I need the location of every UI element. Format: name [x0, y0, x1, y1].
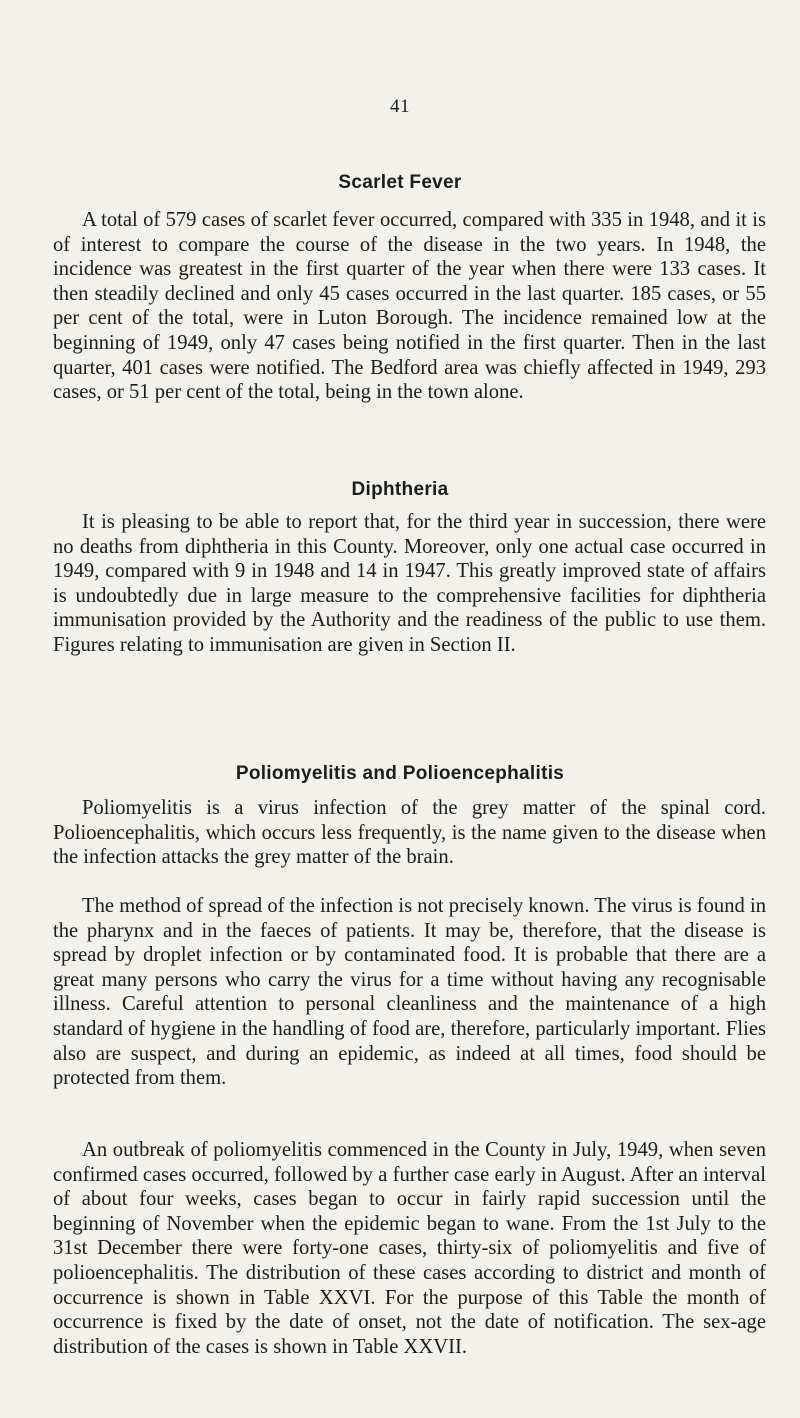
- heading-poliomyelitis: Poliomyelitis and Polioencephalitis: [235, 763, 565, 784]
- paragraph-poliomyelitis-definition: Poliomyelitis is a virus infection of the grey matter of the spinal cord. Polioencephalitis, which occurs less frequently, is the name given to the disease when the infection attacks the grey matter of the brain.: [53, 797, 766, 869]
- paragraph-poliomyelitis-outbreak: An outbreak of poliomyelitis commenced in the County in July, 1949, when seven confirmed cases occurred, followed by a further case early in August. After an interval of about four weeks, cases began to occur in fairly rapid succession until the beginning of November when the epidemic began to wane. From the 1st July to the 31st December there were forty-one cases, thirty-six of poliomyelitis and five of polioencephalitis. The distribution of these cases according to district and month of occurrence is shown in Table XXVI. For the purpose of this Table the month of occurrence is fixed by the date of onset, not the date of notification. The sex-age distribution of the cases is shown in Table XXVII.: [53, 1139, 766, 1358]
- heading-scarlet-fever: Scarlet Fever: [338, 172, 462, 193]
- page-number: 41: [390, 96, 410, 117]
- paragraph-scarlet-fever: A total of 579 cases of scarlet fever occurred, compared with 335 in 1948, and it is of interest to compare the course of the disease in the two years. In 1948, the incidence was greatest in the first quarter of the year when there were 133 cases. It then steadily declined and only 45 cases occurred in the last quarter. 185 cases, or 55 per cent of the total, were in Luton Borough. The incidence remained low at the beginning of 1949, only 47 cases being notified in the first quarter. Then in the last quarter, 401 cases were notified. The Bedford area was chiefly affected in 1949, 293 cases, or 51 per cent of the total, being in the town alone.: [53, 209, 766, 404]
- heading-diphtheria: Diphtheria: [351, 479, 449, 500]
- paragraph-diphtheria: It is pleasing to be able to report that, for the third year in succession, there were no deaths from diphtheria in this County. Moreover, only one actual case occurred in 1949, compared with 9 in 1948 and 14 in 1947. This greatly improved state of affairs is undoubtedly due in large measure to the comprehensive facilities for diphtheria immunisation provided by the Authority and the readiness of the public to use them. Figures relating to immunisation are given in Section II.: [53, 511, 766, 656]
- paragraph-poliomyelitis-spread: The method of spread of the infection is not precisely known. The virus is found in the pharynx and in the faeces of patients. It may be, therefore, that the disease is spread by droplet infection or by contaminated food. It is probable that there are a great many persons who carry the virus for a time without having any recognisable illness. Careful attention to personal cleanliness and the maintenance of a high standard of hygiene in the handling of food are, therefore, particularly important. Flies also are suspect, and during an epidemic, as indeed at all times, food should be protected from them.: [53, 895, 766, 1090]
